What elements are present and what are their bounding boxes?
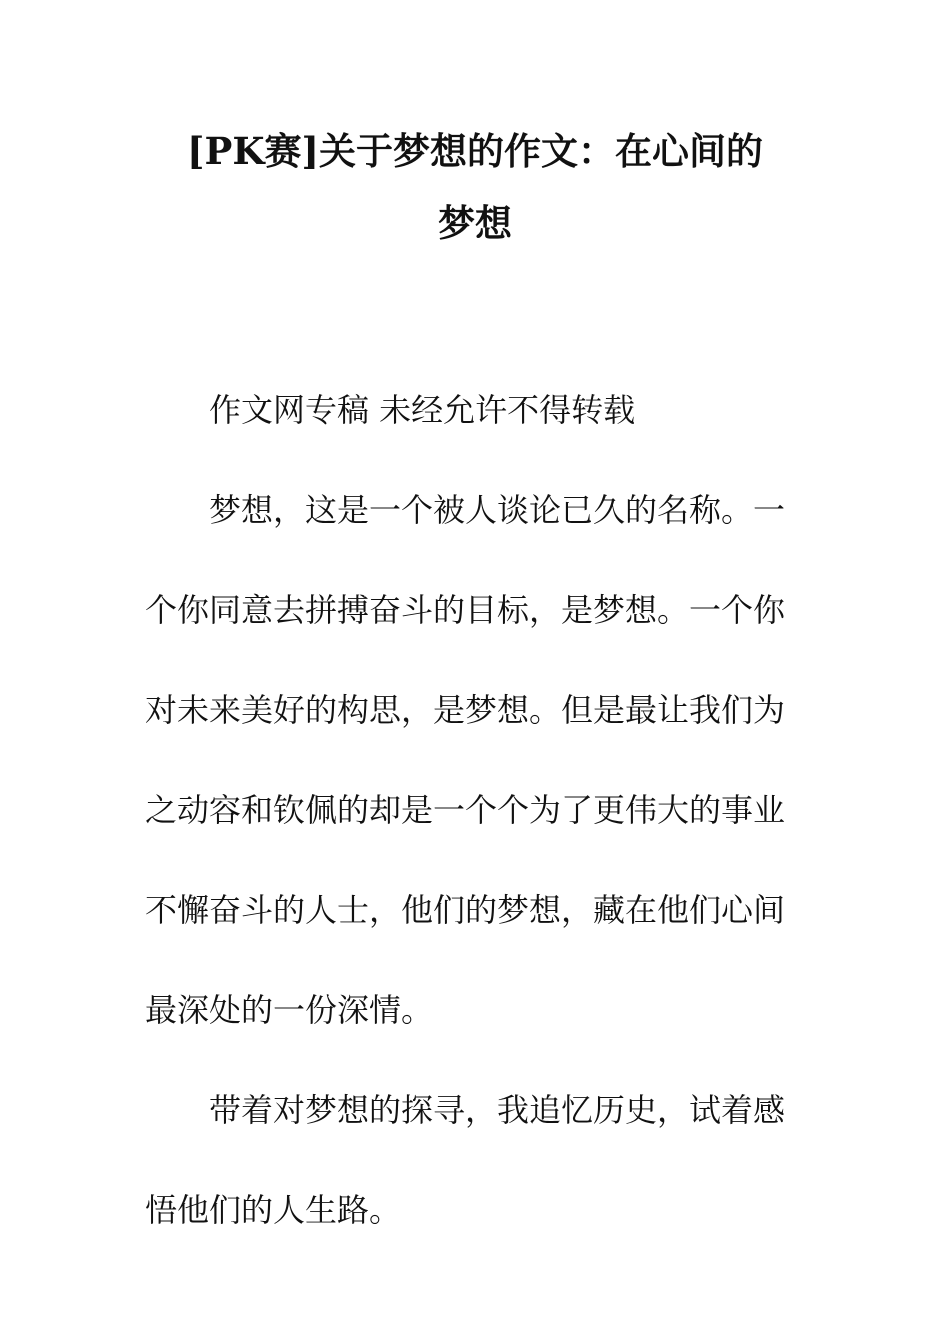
document-title: [120, 115, 830, 259]
title-line-1: [PK赛]关于梦想的作文：在心间的: [187, 129, 763, 173]
paragraph-intro: 梦想，这是一个被人谈论已久的名称。一个你同意去拼搏奋斗的目标，是梦想。一个你对未来美好的构思，是梦想。但是最让我们为之动容和钦佩的却是一个个为了更伟大的事业不懈奋斗的人士，他们的梦想，藏在他们心间最深处的一份深情。: [145, 491, 786, 1029]
paragraph-exploration: 带着对梦想的探寻，我追忆历史，试着感悟他们的人生路。: [145, 1091, 786, 1229]
paragraph-copyright-notice: 作文网专稿 未经允许不得转载: [209, 391, 636, 429]
title-line-2: 梦想: [438, 201, 512, 245]
document-body: [145, 360, 810, 1260]
